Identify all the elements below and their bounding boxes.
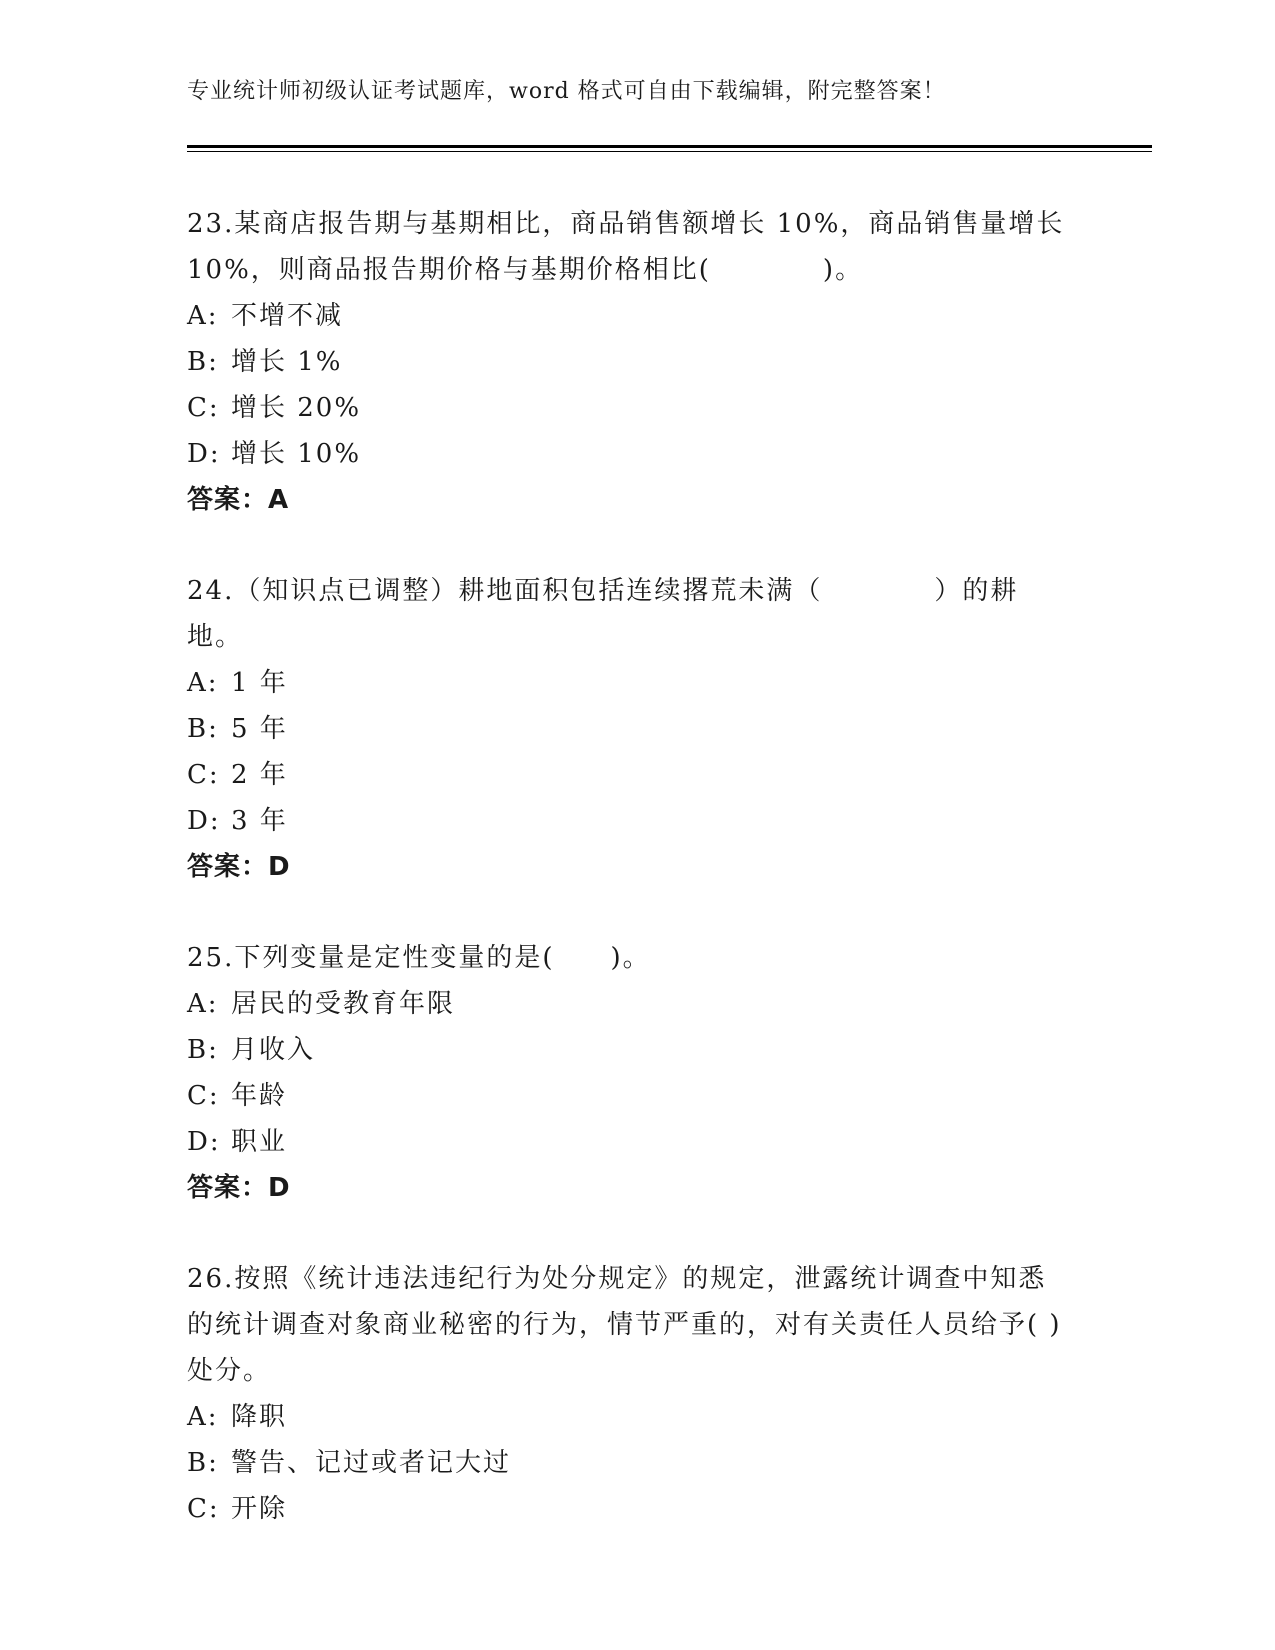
option-key: C: bbox=[187, 1081, 220, 1111]
option-key: D: bbox=[187, 806, 221, 836]
option-key: B: bbox=[187, 1035, 219, 1065]
question-24 bbox=[187, 568, 1067, 890]
question-stem: 25.下列变量是定性变量的是( )。 bbox=[187, 943, 651, 973]
option-text: 1 年 bbox=[231, 668, 288, 698]
question-25 bbox=[187, 935, 1067, 1211]
option-text: 增长 10% bbox=[231, 439, 362, 469]
question-stem: 23.某商店报告期与基期相比，商品销售额增长 10%，商品销售量增长 10%，则商品报告期价格与基期价格相比( )。 bbox=[187, 209, 1075, 285]
option-d bbox=[187, 431, 1067, 477]
option-a bbox=[187, 981, 1067, 1027]
option-b bbox=[187, 339, 1067, 385]
option-text: 月收入 bbox=[231, 1035, 316, 1065]
option-key: B: bbox=[187, 347, 219, 377]
option-a bbox=[187, 660, 1067, 706]
option-text: 年龄 bbox=[231, 1081, 288, 1111]
option-text: 2 年 bbox=[231, 760, 288, 790]
option-key: C: bbox=[187, 1494, 220, 1524]
option-b bbox=[187, 706, 1067, 752]
option-c bbox=[187, 1073, 1067, 1119]
answer-line: 答案：A bbox=[187, 485, 290, 515]
option-key: C: bbox=[187, 393, 220, 423]
option-c bbox=[187, 385, 1067, 431]
answer-line: 答案：D bbox=[187, 1173, 291, 1203]
option-text: 职业 bbox=[231, 1127, 288, 1157]
question-stem: 24.（知识点已调整）耕地面积包括连续撂荒未满（ ）的耕地。 bbox=[187, 576, 1019, 652]
option-d bbox=[187, 798, 1067, 844]
option-text: 增长 1% bbox=[231, 347, 343, 377]
option-key: D: bbox=[187, 439, 221, 469]
option-d bbox=[187, 1119, 1067, 1165]
answer-line: 答案：D bbox=[187, 852, 291, 882]
option-key: A: bbox=[187, 1402, 219, 1432]
page-header: 专业统计师初级认证考试题库，word 格式可自由下载编辑，附完整答案！ bbox=[187, 79, 946, 104]
option-c bbox=[187, 752, 1067, 798]
option-text: 降职 bbox=[231, 1402, 288, 1432]
option-text: 不增不减 bbox=[231, 301, 344, 331]
option-text: 3 年 bbox=[231, 806, 288, 836]
option-key: B: bbox=[187, 1448, 219, 1478]
option-key: A: bbox=[187, 668, 219, 698]
option-text: 居民的受教育年限 bbox=[231, 989, 456, 1019]
option-text: 警告、记过或者记大过 bbox=[231, 1448, 512, 1478]
option-key: C: bbox=[187, 760, 220, 790]
question-23 bbox=[187, 201, 1075, 523]
option-b bbox=[187, 1027, 1067, 1073]
option-key: B: bbox=[187, 714, 219, 744]
option-text: 增长 20% bbox=[231, 393, 362, 423]
question-26 bbox=[187, 1256, 1067, 1532]
option-key: A: bbox=[187, 301, 219, 331]
header-rule-thick bbox=[187, 145, 1152, 148]
option-text: 开除 bbox=[231, 1494, 288, 1524]
question-stem: 26.按照《统计违法违纪行为处分规定》的规定，泄露统计调查中知悉的统计调查对象商业秘密的行为，情节严重的，对有关责任人员给予( )处分。 bbox=[187, 1264, 1062, 1386]
question-list bbox=[187, 201, 1075, 1577]
option-key: A: bbox=[187, 989, 219, 1019]
option-key: D: bbox=[187, 1127, 221, 1157]
option-c bbox=[187, 1486, 1067, 1532]
option-a bbox=[187, 1394, 1067, 1440]
option-a bbox=[187, 293, 1067, 339]
option-b bbox=[187, 1440, 1067, 1486]
header-rule-thin bbox=[187, 151, 1152, 152]
option-text: 5 年 bbox=[231, 714, 288, 744]
